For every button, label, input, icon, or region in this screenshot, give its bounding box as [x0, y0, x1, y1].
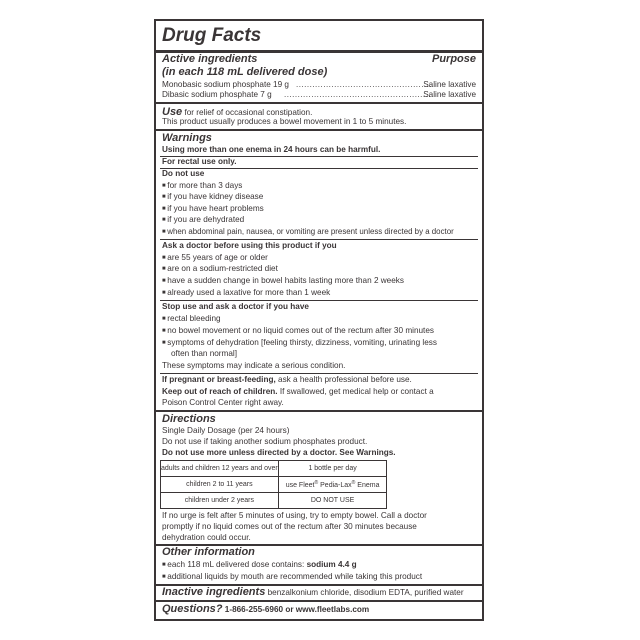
- dot-leader: ......................................................: [284, 90, 432, 99]
- questions-line: [162, 603, 369, 616]
- thin-divider: [160, 300, 478, 301]
- keep-line-2: Poison Control Center right away.: [162, 398, 284, 407]
- stop-use-note: These symptoms may indicate a serious condition.: [162, 361, 346, 370]
- section-divider: [156, 129, 482, 131]
- ask-doctor-item: ■ are 55 years of age or older: [162, 253, 268, 263]
- pregnant-text: ask a health professional before use.: [278, 375, 412, 384]
- directions-heading: Directions: [162, 413, 216, 425]
- other-item-2: ■ additional liquids by mouth are recommended while taking this product: [162, 572, 422, 582]
- dosage-table: [160, 460, 387, 509]
- do-not-use-item: ■ for more than 3 days: [162, 181, 242, 191]
- table-row: [161, 493, 387, 509]
- table-row: [161, 461, 387, 477]
- stop-use-item: ■ symptoms of dehydration [feeling thirsty, dizziness, vomiting, urinating less: [162, 338, 437, 348]
- use-text: for relief of occasional constipation.: [184, 108, 313, 117]
- section-divider: [156, 410, 482, 412]
- directions-after-2: promptly if no liquid comes out of the rectum after 30 minutes because: [162, 522, 417, 531]
- pregnant-line: [162, 375, 412, 385]
- other-item-1-bold: sodium 4.4 g: [306, 560, 357, 569]
- table-cell-age: adults and children 12 years and over: [161, 461, 279, 477]
- dose-text: use Fleet: [285, 482, 315, 489]
- table-cell-age: children 2 to 11 years: [161, 477, 279, 493]
- questions-heading: Questions?: [162, 603, 223, 615]
- table-cell-dose: [278, 477, 387, 493]
- ask-doctor-item: ■ have a sudden change in bowel habits lasting more than 2 weeks: [162, 276, 404, 286]
- do-not-use-item: ■ when abdominal pain, nausea, or vomiting are present unless directed by a doctor: [162, 227, 454, 237]
- other-item-1-text: each 118 mL delivered dose contains:: [167, 560, 305, 569]
- table-cell-age: children under 2 years: [161, 493, 279, 509]
- thin-divider: [160, 239, 478, 240]
- stop-use-item: ■ rectal bleeding: [162, 314, 221, 324]
- stop-use-heading: Stop use and ask a doctor if you have: [162, 302, 309, 311]
- section-divider: [156, 102, 482, 104]
- drug-facts-title: Drug Facts: [162, 25, 262, 46]
- pregnant-bold: If pregnant or breast-feeding,: [162, 375, 276, 384]
- dose-text: Pedia-Lax: [318, 482, 352, 489]
- keep-bold: Keep out of reach of children.: [162, 387, 278, 396]
- registered-mark: ®: [314, 480, 319, 486]
- ask-doctor-heading: Ask a doctor before using this product if you: [162, 241, 337, 250]
- table-cell-dose: DO NOT USE: [278, 493, 387, 509]
- use-heading: Use: [162, 106, 183, 118]
- stop-use-continuation: often than normal]: [171, 349, 237, 358]
- questions-text: 1-866-255-6960 or www.fleetlabs.com: [224, 605, 370, 614]
- use-line-2: This product usually produces a bowel movement in 1 to 5 minutes.: [162, 117, 407, 126]
- rectal-use: For rectal use only.: [162, 157, 237, 166]
- other-heading: Other information: [162, 546, 255, 558]
- directions-after-3: dehydration could occur.: [162, 533, 251, 542]
- directions-line-1: Single Daily Dosage (per 24 hours): [162, 426, 290, 435]
- active-row-2-purpose: Saline laxative: [423, 90, 476, 99]
- warnings-heading: Warnings: [162, 132, 212, 144]
- directions-line-2: Do not use if taking another sodium phosphates product.: [162, 437, 368, 446]
- thin-divider: [160, 373, 478, 374]
- active-heading: Active ingredients: [162, 53, 258, 65]
- warnings-lead: Using more than one enema in 24 hours can be harmful.: [162, 145, 381, 154]
- inactive-heading: Inactive ingredients: [162, 586, 266, 598]
- stop-use-item: ■ no bowel movement or no liquid comes out of the rectum after 30 minutes: [162, 326, 434, 336]
- do-not-use-item: ■ if you have kidney disease: [162, 192, 263, 202]
- active-subheading: (in each 118 mL delivered dose): [162, 66, 328, 78]
- dot-leader: ..................................................: [296, 80, 433, 89]
- inactive-line: [162, 586, 464, 599]
- inactive-text: benzalkonium chloride, disodium EDTA, purified water: [267, 588, 464, 597]
- active-row-1-purpose: Saline laxative: [423, 80, 476, 89]
- keep-text: If swallowed, get medical help or contact a: [279, 387, 434, 396]
- do-not-use-heading: Do not use: [162, 169, 205, 178]
- do-not-use-item: ■ if you are dehydrated: [162, 215, 244, 225]
- directions-after-1: If no urge is felt after 5 minutes of using, try to empty bowel. Call a doctor: [162, 511, 427, 520]
- section-divider: [156, 600, 482, 602]
- other-item-1: [162, 560, 357, 570]
- table-row: [161, 477, 387, 493]
- keep-line: [162, 387, 434, 397]
- purpose-heading: Purpose: [431, 53, 476, 65]
- thin-divider: [160, 168, 478, 169]
- do-not-use-item: ■ if you have heart problems: [162, 204, 264, 214]
- drug-facts-panel: [154, 19, 484, 621]
- directions-line-3: Do not use more unless directed by a doctor. See Warnings.: [162, 448, 396, 457]
- ask-doctor-item: ■ are on a sodium-restricted diet: [162, 264, 278, 274]
- ask-doctor-item: ■ already used a laxative for more than 1 week: [162, 288, 330, 298]
- dose-text: Enema: [355, 482, 380, 489]
- active-row-2-name: Dibasic sodium phosphate 7 g: [162, 90, 272, 99]
- registered-mark: ®: [351, 480, 356, 486]
- active-row-1-name: Monobasic sodium phosphate 19 g: [162, 80, 289, 89]
- table-cell-dose: 1 bottle per day: [278, 461, 387, 477]
